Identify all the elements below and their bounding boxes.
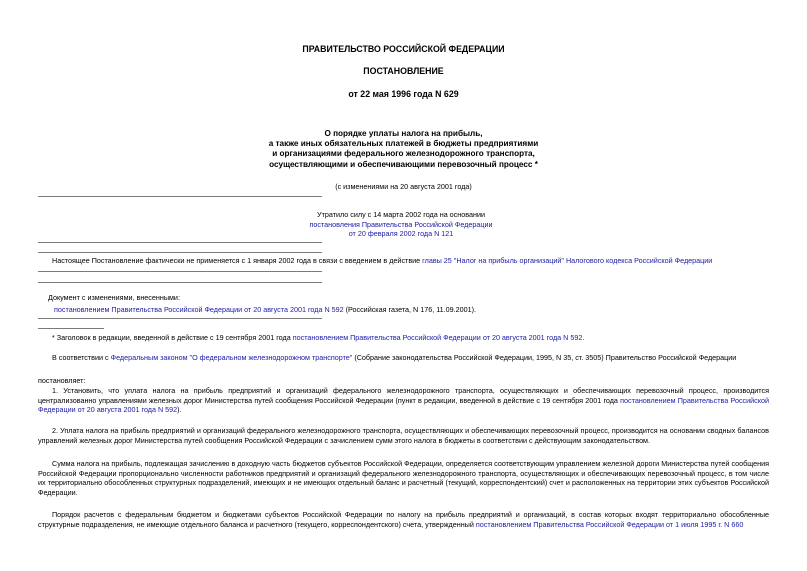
- railway-law-link[interactable]: Федеральным законом "О федеральном железнодорожном транспорте": [110, 353, 353, 362]
- footnote-divider: [38, 328, 104, 329]
- tax-code-chapter-link[interactable]: главы 25 "Налог на прибыль организаций" Налогового кодекса Российской Федерации: [422, 256, 713, 265]
- amendments-label: Документ с изменениями, внесенными:: [48, 293, 180, 302]
- divider: [38, 318, 322, 319]
- tax-allocation-paragraph: [38, 459, 769, 497]
- government-heading: ПРАВИТЕЛЬСТВО РОССИЙСКОЙ ФЕДЕРАЦИИ: [302, 44, 505, 54]
- document-type-heading: ПОСТАНОВЛЕНИЕ: [363, 66, 444, 76]
- divider: [38, 196, 322, 197]
- title-footnote: [52, 333, 772, 343]
- divider: [38, 242, 322, 243]
- clause-2-text: 2. Уплата налога на прибыль предприятий и организаций федерального железнодорожного транспорта, осуществляющих и обеспечивающих перевозочный процесс, производится на основании сводных балансов управлений железных дорог Министерства путей сообщения Российской Федерации с зачислением сумм этого налога в бюджеты в соответствии с действующим законодательством.: [38, 426, 769, 445]
- amendment-decree-link[interactable]: постановлением Правительства Российской Федерации от 20 августа 2001 года N 592: [54, 304, 344, 314]
- tax-allocation-text: Сумма налога на прибыль, подлежащая зачислению в доходную часть бюджетов субъектов Российской Федерации, определяется соответствующим управлением железной дороги Министерства путей сообщения Российской Федерации пропорционально численности работников предприятий и организаций федерального железнодорожного транспорта, осуществляющих и обеспечивающих перевозочный процесс, в том числе их территориально обособленных структурных подразделений, имеющих и не имеющих отдельный баланс и расчетный (текущий, корреспондентский) счет и расположенных на территории этих субъектов Российской Федерации.: [38, 459, 769, 497]
- clause-1-text: 1. Установить, что уплата налога на прибыль предприятий и организаций федерального железнодорожного транспорта, осуществляющих и обеспечивающих перевозочный процесс, производится централизованно управлениями железных дорог Министерства путей сообщения Российской Федерации (пункт в редакции, введенной в действие с 19 сентября 2001 года: [38, 386, 769, 405]
- repeal-decree-link[interactable]: постановления Правительства Российской Федерации: [309, 219, 493, 229]
- title-line-2: а также иных обязательных платежей в бюджеты предприятиями: [268, 139, 539, 149]
- repeal-status-text: Утратило силу с 14 марта 2002 года на основании: [317, 210, 485, 219]
- footnote-decree-link[interactable]: постановлением Правительства Российской Федерации от 20 августа 2001 года N 592: [292, 333, 583, 342]
- decrees-word: постановляет:: [38, 376, 86, 385]
- preamble-end: (Собрание законодательства Российской Федерации, 1995, N 35, ст. 3505) Правительство Российской Федерации: [352, 353, 737, 362]
- repeal-decree-date-link[interactable]: от 20 февраля 2002 года N 121: [348, 229, 454, 239]
- document-date: от 22 мая 1996 года N 629: [348, 89, 459, 99]
- clause-1-end: ).: [177, 405, 182, 415]
- title-line-4: осуществляющими и обеспечивающими перевозочный процесс *: [269, 159, 538, 169]
- clause-1: [38, 386, 769, 415]
- divider: [38, 271, 322, 272]
- title-line-1: О порядке уплаты налога на прибыль,: [324, 129, 483, 138]
- settlement-decree-link[interactable]: постановлением Правительства Российской Федерации от 1 июля 1995 г. N 660: [475, 519, 744, 529]
- changes-note: (с изменениями на 20 августа 2001 года): [335, 182, 472, 191]
- preamble-start: В соответствии с: [52, 353, 111, 362]
- divider: [38, 282, 322, 283]
- document-title: [0, 129, 807, 170]
- clause-1-decree-link[interactable]: постановлением Правительства Российской Федерации от 20 августа 2001 года N 592: [38, 395, 769, 415]
- preamble: [52, 353, 772, 363]
- footnote-end: .: [582, 333, 585, 342]
- applicability-note: [52, 256, 772, 266]
- title-line-3: и организациями федерального железнодорожного транспорта,: [272, 149, 535, 159]
- amendments-block: [48, 293, 768, 314]
- amendment-publication: (Российская газета, N 176, 11.09.2001).: [343, 304, 477, 314]
- footnote-text: * Заголовок в редакции, введенной в действие с 19 сентября 2001 года: [52, 333, 293, 342]
- divider: [38, 252, 322, 253]
- repeal-status: [296, 210, 506, 239]
- settlement-procedure-paragraph: [38, 510, 769, 529]
- applicability-note-text: Настоящее Постановление фактически не применяется с 1 января 2002 года в связи с введением в действие: [52, 256, 423, 265]
- clause-2: [38, 426, 769, 445]
- settlement-procedure-text: Порядок расчетов с федеральным бюджетом и бюджетами субъектов Российской Федерации по налогу на прибыль предприятий и организаций, в состав которых входят территориально обособленные структурные подразделения, не имеющие отдельного баланса и расчетного (текущего, корреспондентского) счета, утвержденный: [38, 510, 769, 529]
